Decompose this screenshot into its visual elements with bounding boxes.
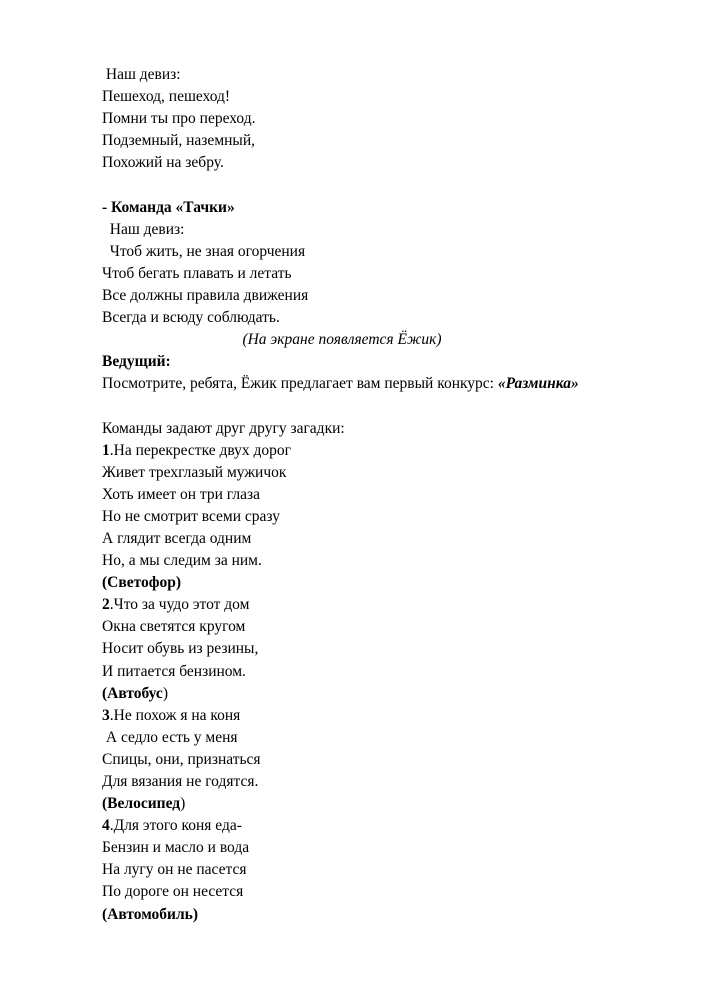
answer-text: (Светофор) — [102, 574, 182, 592]
riddle-answer — [102, 572, 682, 594]
riddle-line: Для вязания не годятся. — [102, 773, 259, 790]
host-text: Посмотрите, ребята, Ёжик предлагает вам первый конкурс: — [102, 375, 498, 393]
team-heading: - Команда «Тачки» — [102, 198, 235, 216]
answer-text: (Велосипед — [102, 795, 181, 813]
riddle-number: 4 — [102, 817, 110, 835]
riddle-number: 2 — [102, 596, 110, 614]
motto-line: Чтоб бегать плавать и летать — [102, 264, 292, 282]
blank-line — [102, 395, 682, 417]
riddle-line: А седло есть у меня — [102, 728, 238, 746]
riddle-line: Но, а мы следим за ним. — [102, 552, 262, 570]
riddle-text: .Не похож я на коня — [109, 706, 241, 724]
riddle-text: .На перекрестке двух дорог — [109, 441, 292, 459]
motto-line: Пешеход, пешеход! — [102, 88, 231, 106]
riddle-answer — [102, 683, 682, 705]
riddle-line: А глядит всегда одним — [102, 529, 252, 547]
riddle-first-line — [102, 815, 682, 837]
riddle-line: Носит обувь из резины, — [102, 640, 259, 658]
motto-line: Помни ты про переход. — [102, 110, 256, 128]
riddle-text: .Для этого коня еда- — [109, 817, 242, 835]
riddle-line: Хоть имеет он три глаза — [102, 485, 260, 503]
answer-text: (Автомобиль) — [102, 905, 199, 923]
answer-tail: ) — [162, 684, 168, 702]
riddles-intro: Команды задают друг другу загадки: — [102, 419, 345, 437]
riddle-line: Живет трехглазый мужичок — [102, 463, 287, 481]
document-body — [102, 64, 682, 926]
answer-tail: ) — [180, 795, 186, 813]
blank-line — [102, 174, 682, 196]
riddle-answer — [102, 904, 682, 926]
motto-line: Все должны правила движения — [102, 286, 309, 304]
riddle-first-line — [102, 440, 682, 462]
motto-line: Всегда и всюду соблюдать. — [102, 309, 280, 327]
motto-label: Наш девиз: — [102, 66, 181, 83]
riddle-line: На лугу он не пасется — [102, 861, 247, 879]
motto-line: Подземный, наземный, — [102, 132, 256, 150]
riddle-number: 3 — [102, 706, 110, 724]
riddle-first-line — [102, 594, 682, 616]
riddle-number: 1 — [102, 441, 110, 459]
riddle-line: По дороге он несется — [102, 883, 244, 901]
contest-name: «Разминка» — [497, 375, 579, 393]
riddle-answer — [102, 793, 682, 815]
motto-line: Похожий на зебру. — [102, 154, 224, 172]
stage-direction: (На экране появляется Ёжик) — [242, 331, 442, 349]
answer-text: (Автобус — [102, 684, 163, 702]
riddle-line: Спицы, они, признаться — [102, 750, 261, 768]
riddle-line: Но не смотрит всеми сразу — [102, 507, 280, 525]
riddle-first-line — [102, 705, 682, 727]
riddle-line: Окна светятся кругом — [102, 618, 246, 636]
riddle-line: И питается бензином. — [102, 662, 246, 680]
riddle-text: .Что за чудо этот дом — [109, 596, 250, 614]
motto-line: Чтоб жить, не зная огорчения — [102, 242, 306, 260]
motto-label: Наш девиз: — [102, 220, 185, 238]
host-speech — [102, 373, 682, 395]
host-label: Ведущий: — [102, 353, 171, 371]
riddle-line: Бензин и масло и вода — [102, 839, 250, 857]
